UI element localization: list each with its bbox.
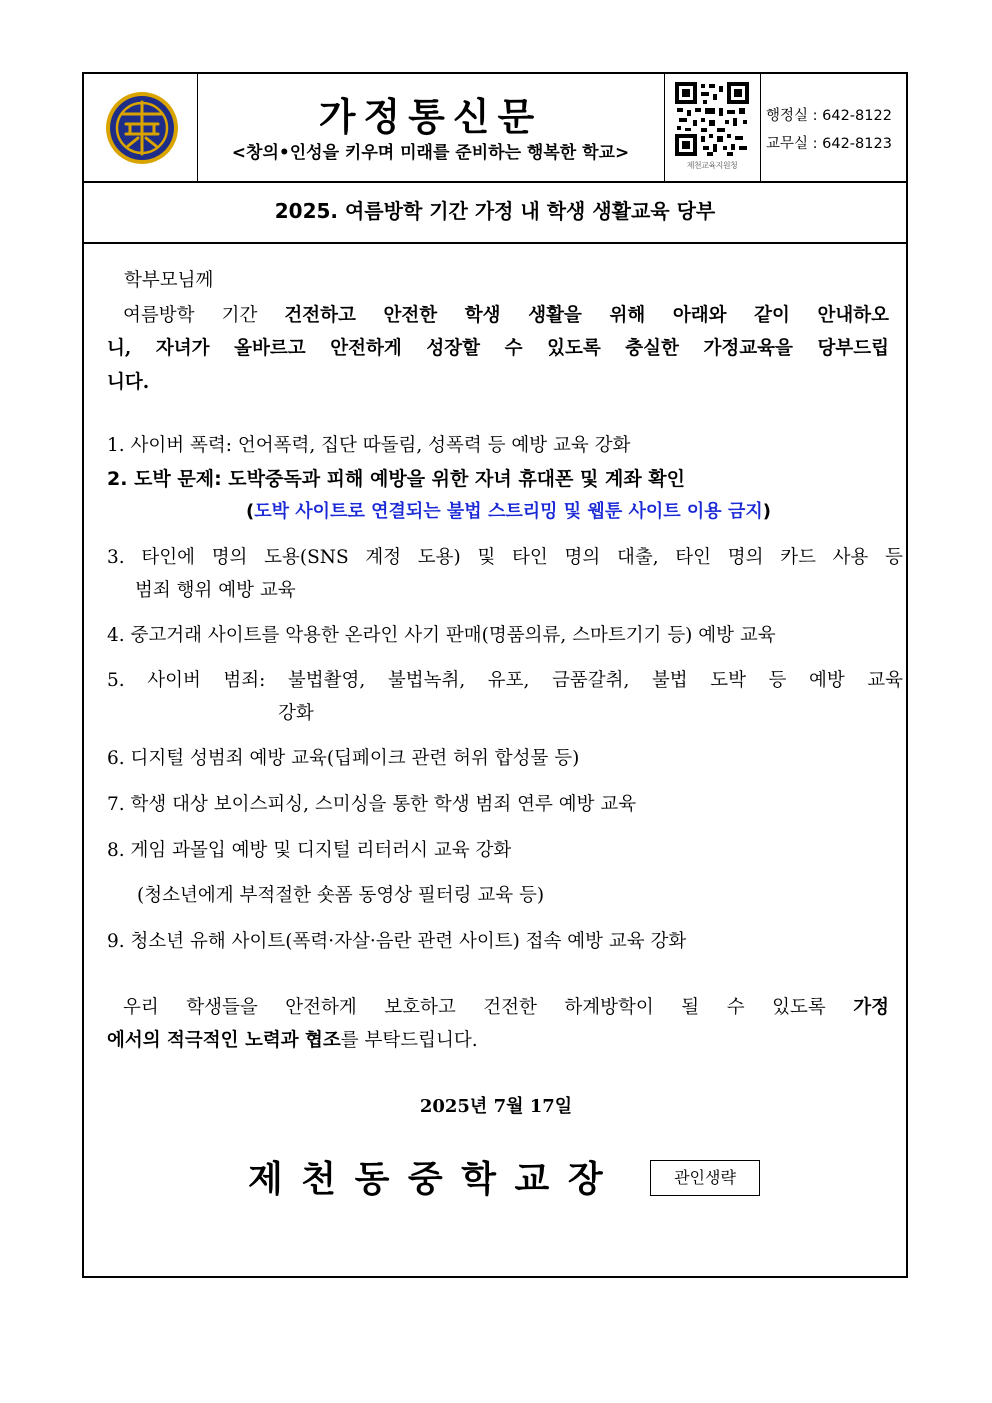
list-item-4: 4. 중고거래 사이트를 악용한 온라인 사기 판매(명품의류, 스마트기기 등) 예방 교육 [107, 625, 776, 646]
greeting: 학부모님께 [124, 270, 214, 291]
closing-plain: 우리 학생들을 안전하게 보호하고 건전한 하계방학이 될 수 있도록 [123, 997, 854, 1018]
phone-cell [760, 74, 906, 181]
list-item-5-line-2: 강화 [278, 703, 314, 724]
teachers-office-phone: 교무실 : 642-8123 [766, 136, 892, 152]
logo-cell [84, 74, 198, 181]
gambling-warning-note: 도박 사이트로 연결되는 불법 스트리밍 및 웹툰 사이트 이용 금지 [254, 501, 763, 522]
paren-close: ) [762, 501, 771, 522]
list-item-1: 1. 사이버 폭력: 언어폭력, 집단 따돌림, 성폭력 등 예방 교육 강화 [107, 435, 631, 456]
list-item-2-note [246, 497, 771, 523]
intro-plain: 여름방학 기간 [123, 305, 285, 326]
school-emblem-icon [104, 90, 180, 166]
notice-subject: 2025. 여름방학 기간 가정 내 학생 생활교육 당부 [84, 181, 906, 244]
closing-plain-2: 를 부탁드립니다. [340, 1030, 478, 1051]
list-item-7: 7. 학생 대상 보이스피싱, 스미싱을 통한 학생 범죄 연루 예방 교육 [107, 794, 637, 815]
qr-cell [664, 74, 761, 181]
list-item-3-line-2: 범죄 행위 예방 교육 [135, 580, 296, 601]
qr-code-icon[interactable] [673, 80, 751, 158]
qr-caption: 제천교육지원청 [686, 161, 738, 170]
admin-office-phone: 행정실 : 642-8122 [766, 108, 892, 124]
closing-bold-2: 에서의 적극적인 노력과 협조 [107, 1030, 341, 1051]
intro-line-1 [107, 301, 889, 327]
intro-bold-1: 건전하고 안전한 학생 생활을 위해 아래와 같이 안내하오 [284, 305, 889, 326]
school-motto: <창의•인성을 키우며 미래를 준비하는 행복한 학교> [231, 143, 630, 163]
intro-line-3: 니다. [107, 372, 150, 393]
intro-line-2: 니, 자녀가 올바르고 안전하게 성장할 수 있도록 충실한 가정교육을 당부드립 [107, 338, 889, 359]
closing-line-2 [107, 1026, 478, 1052]
page-title: 가정통신문 [318, 95, 543, 139]
list-item-6: 6. 디지털 성범죄 예방 교육(딥페이크 관련 허위 합성물 등) [107, 748, 580, 769]
document-date: 2025년 7월 17일 [419, 1096, 573, 1117]
header [84, 74, 906, 183]
list-item-2: 2. 도박 문제: 도박중독과 피해 예방을 위한 자녀 휴대폰 및 계좌 확인 [107, 468, 686, 490]
closing-bold-1: 가정 [853, 997, 889, 1018]
principal-signature: 제 천 동 중 학 교 장 [248, 1159, 606, 1200]
list-item-9: 9. 청소년 유해 사이트(폭력·자살·음란 관련 사이트) 접속 예방 교육 강화 [107, 931, 687, 952]
title-cell [197, 74, 665, 181]
list-item-8: 8. 게임 과몰입 예방 및 디지털 리터러시 교육 강화 [107, 840, 512, 861]
list-item-3-line-1: 3. 타인에 명의 도용(SNS 계정 도용) 및 타인 명의 대출, 타인 명의 카드 사용 등 [107, 547, 903, 568]
closing-line-1 [107, 993, 889, 1019]
list-item-5-line-1: 5. 사이버 범죄: 불법촬영, 불법녹취, 유포, 금품갈취, 불법 도박 등 예방 교육 [107, 670, 903, 691]
seal-omitted-box: 관인생략 [650, 1160, 760, 1196]
paren-open: ( [246, 501, 255, 522]
list-item-8-note: (청소년에게 부적절한 숏폼 동영상 필터링 교육 등) [137, 885, 545, 906]
